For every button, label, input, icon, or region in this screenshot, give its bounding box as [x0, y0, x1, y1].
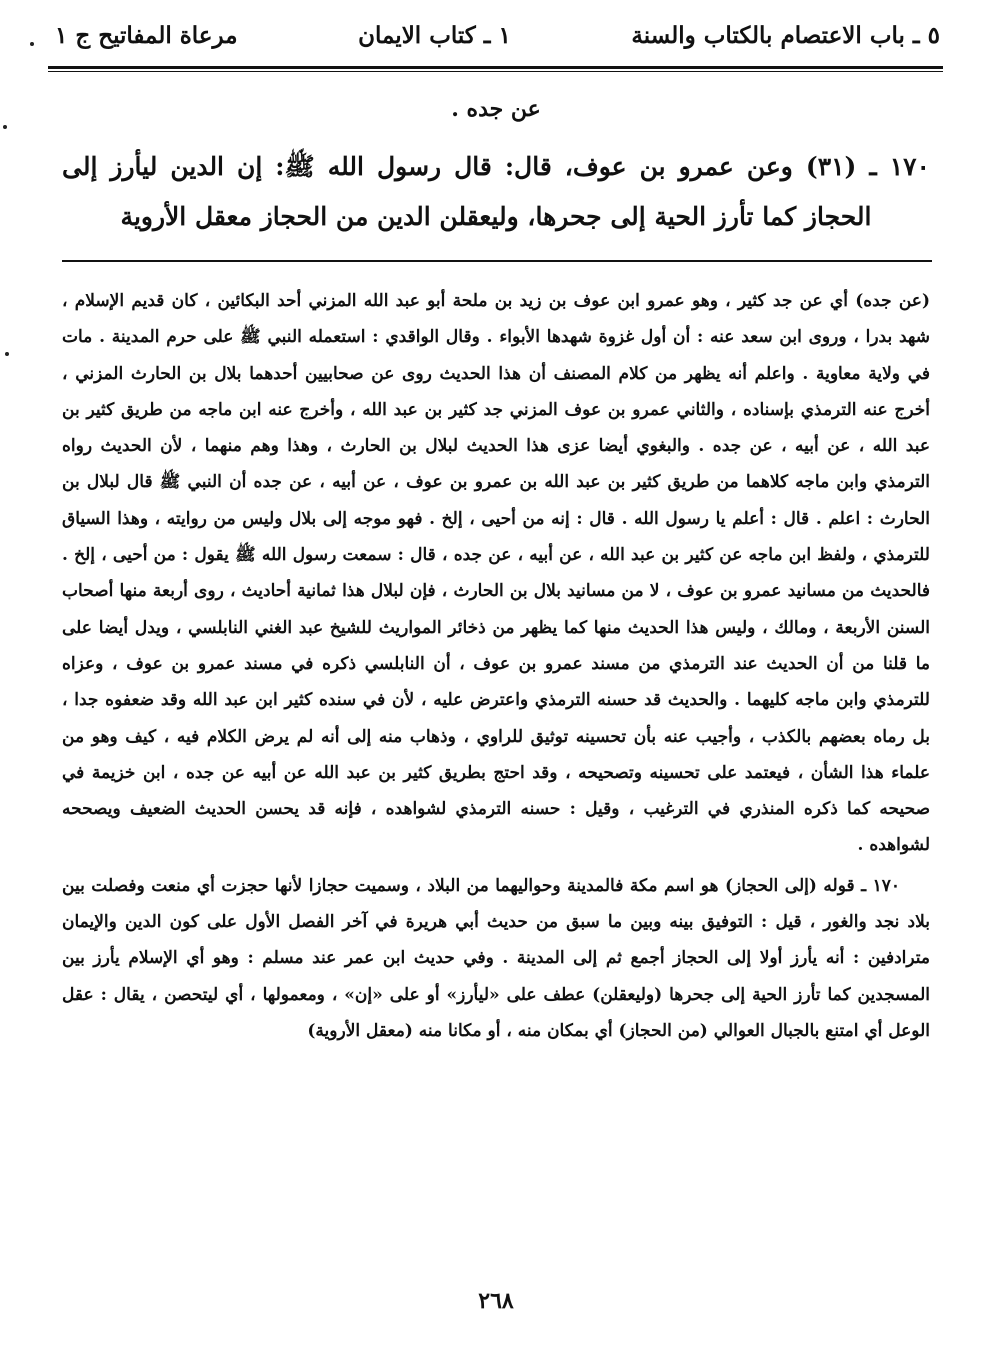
header-section: ٥ ـ باب الاعتصام بالكتاب والسنة [631, 21, 940, 49]
hadith-text: ١٧٠ ـ (٣١) وعن عمرو بن عوف، قال: قال رسول الله ﷺ: إن الدين ليأرز إلى الحجاز كما تأرز الحية إلى جحرها، وليعقلن الدين من الحجاز معقل الأروية [62, 152, 930, 231]
commentary [62, 283, 930, 1049]
header-rule-thin [48, 71, 943, 72]
page-number: ٢٦٨ [478, 1288, 514, 1314]
section-divider [62, 260, 932, 262]
running-header [55, 0, 940, 70]
header-rule [48, 66, 943, 69]
commentary-paragraph-1: (عن جده) أي عن جد كثير ، وهو عمرو ابن عوف بن زيد بن ملحة أبو عبد الله المزني أحد البكائين ، كان قديم الإسلام ، شهد بدرا ، وروى ابن سعد عنه : أن أول غزوة شهدها الأبواء . وقال الواقدي : استعمله النبي ﷺ على حرم المدينة . مات في ولاية معاوية . واعلم أنه يظهر من كلام المصنف أن هذا الحديث روى عن صحابيين أحدهما بلال بن الحارث المزني ، أخرج عنه الترمذي بإسناده ، والثاني عمرو بن عوف المزني جد كثير بن عبد الله ، وأخرج عنه ابن ماجه من طريق كثير بن عبد الله ، عن أبيه ، عن جده . والبغوي أيضا عزى هذا الحديث لبلال بن الحارث ، وهذا وهم منهما ، لأن الحديث رواه الترمذي وابن ماجه كلاهما من طريق كثير بن عبد الله بن عمرو بن عوف ، عن أبيه ، عن جده أن النبي ﷺ قال لبلال بن الحارث : اعلم . قال : أعلم يا رسول الله . قال : إنه من أحيى ، إلخ . فهو موجه إلى بلال وليس من روايته ، وهذا السياق للترمذي ، ولفظ ابن ماجه عن كثير بن عبد الله ، عن أبيه ، عن جده ، قال : سمعت رسول الله ﷺ يقول : من أحيى ، إلخ . فالحديث من مسانيد عمرو بن عوف ، لا من مسانيد بلال بن الحارث ، فإن لبلال هذا ثمانية أحاديث ، روى أربعة منها أصحاب السنن الأربعة ، ومالك ، وليس هذا الحديث منها كما يظهر من ذخائر المواريث للشيخ عبد الغني النابلسي ، ويدل أيضا على ما قلنا من أن الحديث عند الترمذي من مسند عمرو بن عوف ، أن النابلسي ذكره في مسند عمرو بن عوف ، وعزاه للترمذي وابن ماجه كليهما . والحديث قد حسنه الترمذي واعترض عليه ، لأن في سنده كثير ابن عبد الله وقد ضعفوه جدا ، بل رماه بعضهم بالكذب ، وأجيب عنه بأن تحسينه توثيق للراوي ، وذهاب منه إلى أنه لم يرض الكلام فيه ، كيف وهو من علماء هذا الشأن ، فيعتمد على تحسينه وتصحيحه ، وقد احتج بطريق كثير بن عبد الله عن أبيه عن جده ، ابن خزيمة في صحيحه كما ذكره المنذري في الترغيب ، وقيل : حسنه الترمذي لشواهده ، فإنه قد يحسن الحديث الضعيف ويصححه لشواهده . [62, 291, 931, 856]
header-chapter: ١ ـ كتاب الايمان [358, 21, 511, 49]
scan-speck [3, 125, 7, 129]
commentary-paragraph-2: ١٧٠ ـ قوله (إلى الحجاز) هو اسم مكة فالمدينة وحواليهما من البلاد ، وسميت حجازا لأنها حجزت أي منعت وفصلت بين بلاد نجد والغور ، قيل : التوفيق بينه وبين ما سبق من حديث أبي هريرة في آخر الفصل الأول على كون الدين والإيمان مترادفين : أنه يأرز أولا إلى الحجاز أجمع ثم إلى المدينة . وفي حديث ابن عمر عند مسلم : وهو أي الإسلام يأرز بين المسجدين كما تأرز الحية إلى جحرها (وليعقلن) عطف على «ليأرز» أو على «إن» ، ومعمولها ، أي ليتحصن ، يقال : عقل الوعل أي امتنع بالجبال العوالي (من الحجاز) أي بمكان منه ، أو مكانا منه (معقل الأروية) [62, 875, 930, 1041]
continuation-line: عن جده . [451, 96, 541, 122]
scan-speck [5, 352, 9, 356]
header-book-title: مرعاة المفاتيح ج ١ [55, 21, 238, 49]
scan-speck [30, 42, 34, 46]
